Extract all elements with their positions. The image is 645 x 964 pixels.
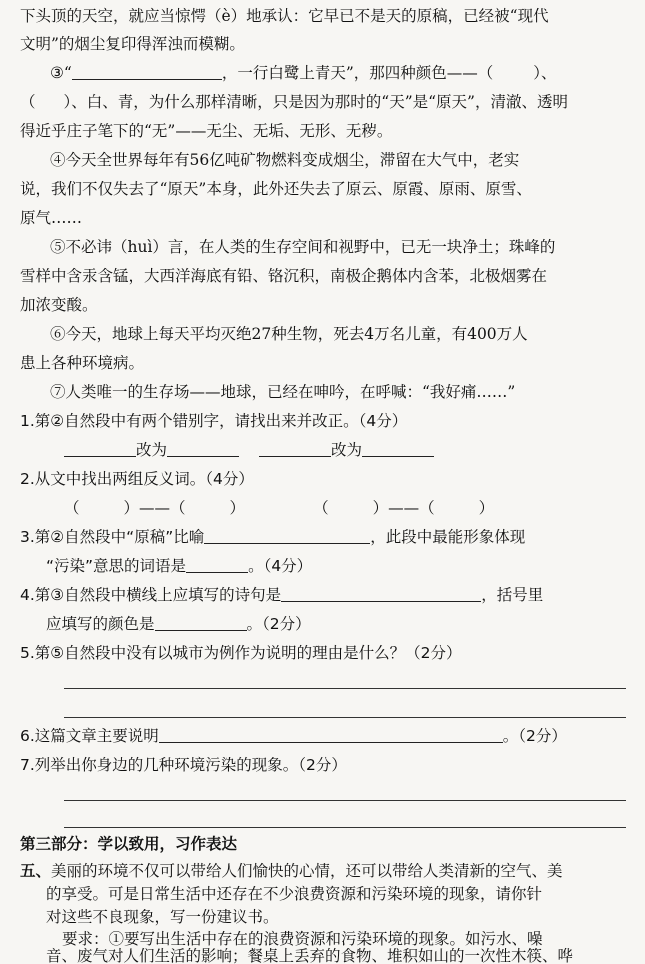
q1-wrong-char-1[interactable] [64, 441, 136, 457]
passage-p5-line1: ⑤不必讳（huì）言，在人类的生存空间和视野中，已无一块净土；珠峰的 [50, 238, 556, 256]
part3-q5-line3: 对这些不良现象，写一份建议书。 [46, 908, 279, 926]
q6-main-idea-blank[interactable] [159, 727, 503, 743]
part3-title: 第三部分：学以致用，习作表达 [20, 835, 238, 853]
q1-wrong-char-2[interactable] [259, 441, 331, 457]
question-3-line2: “污染”意思的词语是 。（4分） [46, 557, 313, 575]
passage-p4-line1: ④今天全世界每年有56亿吨矿物燃料变成烟尘，滞留在大气中，老实 [50, 151, 520, 169]
question-4-line2: 应填写的颜色是 。（2分） [46, 615, 311, 633]
passage-p5-line2: 雪样中含汞含锰，大西洋海底有铅、铬沉积，南极企鹅体内含苯，北极烟雾在 [20, 267, 548, 285]
question-2: 2.从文中找出两组反义词。（4分） [20, 470, 254, 488]
passage-p4-line2: 说，我们不仅失去了“原天”本身，此外还失去了原云、原霞、原雨、原雪、 [20, 180, 532, 198]
part3-requirement-line2: 音、废气对人们生活的影响；餐桌上丢弃的食物、堆积如山的一次性木筷、哗 [46, 947, 574, 964]
question-2-answer-row: （ ）——（ ） （ ）——（ ） [64, 499, 495, 517]
passage-p3-line2: （ ）、白、青，为什么那样清晰，只是因为那时的“天”是“原天”，清澈、透明 [20, 93, 568, 111]
passage-p5-line3: 加浓变酸。 [20, 296, 98, 314]
passage-p2-line2: 文明”的烟尘复印得浑浊而模糊。 [20, 35, 245, 53]
q4-color-blank[interactable] [155, 615, 247, 631]
q7-answer-line-1[interactable] [64, 800, 626, 801]
question-1: 1.第②自然段中有两个错别字，请找出来并改正。（4分） [20, 412, 408, 430]
q4-poem-blank[interactable] [281, 586, 481, 602]
q1-correct-char-1[interactable] [167, 441, 239, 457]
passage-p6-line2: 患上各种环境病。 [20, 354, 145, 372]
p3-tail1: ）、 [533, 64, 557, 82]
part3-q5-line2: 的享受。可是日常生活中还存在不少浪费资源和污染环境的现象，请你针 [46, 885, 543, 903]
q3-metaphor-blank[interactable] [204, 528, 370, 544]
passage-p4-line3: 原气…… [20, 209, 83, 227]
question-5: 5.第⑤自然段中没有以城市为例作为说明的理由是什么？（2分） [20, 644, 462, 662]
question-1-answer-row: 改为 改为 [64, 440, 645, 460]
part3-q5-line1: 五、美丽的环境不仅可以带给人们愉快的心情，还可以带给人类清新的空气、美 [20, 862, 563, 880]
passage-p3-line1 [50, 63, 645, 83]
q7-answer-line-2[interactable] [64, 827, 626, 828]
question-3-line1: 3.第②自然段中“原稿”比喻 ，此段中最能形象体现 [20, 528, 526, 546]
question-6: 6.这篇文章主要说明 。（2分） [20, 727, 567, 745]
part3-q5-label: 五、 [20, 862, 52, 880]
passage-p3-line3: 得近乎庄子笔下的“无”——无尘、无垢、无形、无秽。 [20, 122, 393, 140]
q1-correct-char-2[interactable] [362, 441, 434, 457]
question-4-line1: 4.第③自然段中横线上应填写的诗句是 ，括号里 [20, 586, 544, 604]
question-7: 7.列举出你身边的几种环境污染的现象。（2分） [20, 756, 347, 774]
p3-after-blank: ，一行白鹭上青天”，那四种颜色——（ [221, 64, 494, 82]
q5-answer-line-2[interactable] [64, 717, 626, 718]
q5-answer-line-1[interactable] [64, 688, 626, 689]
p3-poem-blank[interactable] [72, 64, 222, 80]
p3-num: ③“ [50, 64, 72, 82]
part3-requirement-line1: 要求：①要写出生活中存在的浪费资源和污染环境的现象。如污水、噪 [62, 930, 543, 948]
passage-p6-line1: ⑥今天，地球上每天平均灭绝27种生物，死去4万名儿童，有400万人 [50, 325, 528, 343]
passage-p2-line1: 下头顶的天空，就应当惊愕（è）地承认：它早已不是天的原稿，已经被“现代 [20, 7, 549, 25]
passage-p7-line1: ⑦人类唯一的生存场——地球，已经在呻吟，在呼喊：“我好痛……” [50, 383, 516, 401]
q3-pollution-word-blank[interactable] [186, 557, 248, 573]
